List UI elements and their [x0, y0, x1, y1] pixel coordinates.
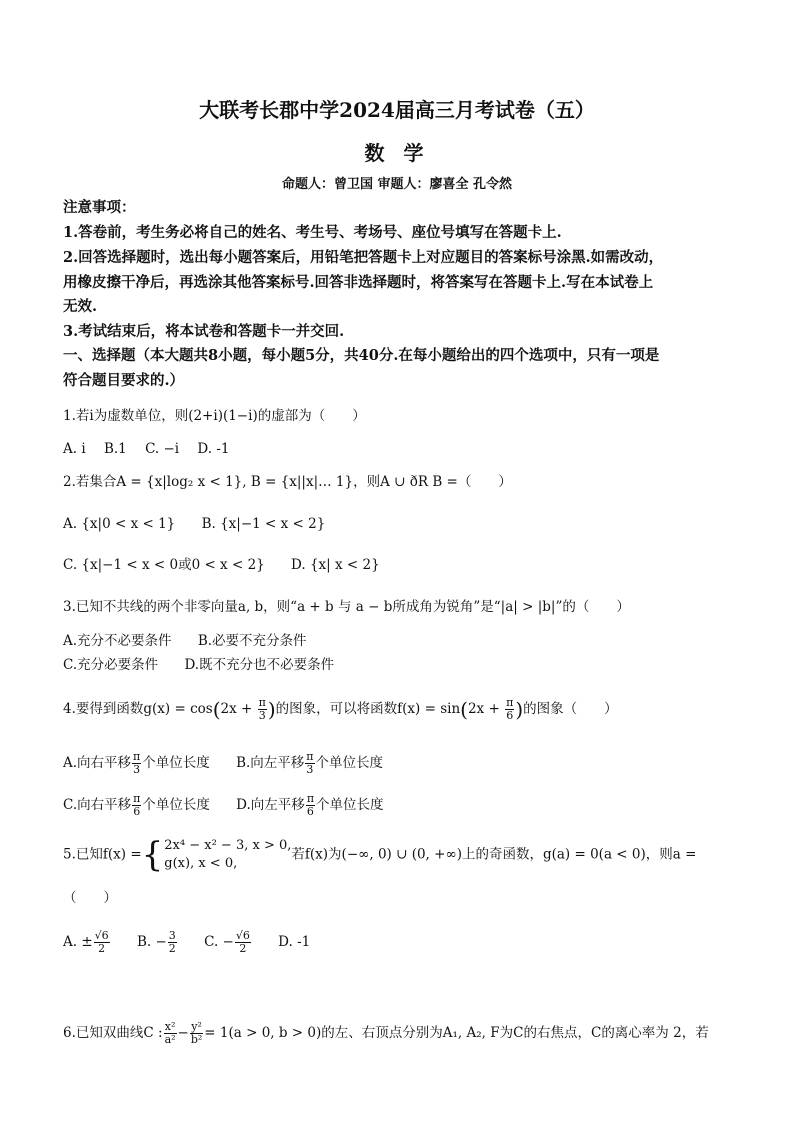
q4-option-a-fraction	[132, 751, 141, 776]
q6-eq: = 1(a > 0, b > 0)	[204, 1025, 322, 1041]
q6-stem-c: 为	[499, 1025, 514, 1041]
authors-line: 命题人：曾卫国 审题人：廖喜全 孔令然	[281, 177, 513, 192]
section-heading-line-1: 一、选择题（本大题共8小题，每小题5分，共40分.在每小题给出的四个选项中，只有一项是	[63, 347, 660, 364]
q4-g-num: π	[258, 696, 266, 709]
question-4-options-row-2	[63, 793, 384, 818]
q4-f-fraction	[505, 697, 514, 722]
q4-stem-c: 的图象（ ）	[523, 701, 618, 717]
q4-option-d-pre: D.向左平移	[236, 797, 305, 813]
q1-option-a: A. i	[63, 441, 86, 457]
q4-option-b-pre: B.向左平移	[236, 755, 305, 771]
q1-stem-b: 的虚部为（ ）	[257, 408, 366, 424]
notice-item-1: 1.答卷前，考生务必将自己的姓名、考生号、考场号、座位号填写在答题卡上.	[63, 224, 562, 241]
q4-option-d-den: 6	[306, 805, 314, 818]
q5-option-b-den: 2	[168, 942, 176, 955]
q4-stem-a: 4.要得到函数	[63, 701, 144, 717]
q4-g-prefix: g(x) = cos	[143, 701, 213, 717]
q6-minus: −	[177, 1025, 189, 1041]
q4-g-arg: 2x +	[220, 701, 257, 717]
q2-stem-b: ，则	[353, 474, 381, 490]
q5-fx: f(x)	[304, 846, 329, 863]
question-4-options-row-1	[63, 751, 383, 776]
q3-option-d: D.既不充分也不必要条件	[184, 657, 335, 673]
q3-option-a: A.充分不必要条件	[63, 633, 172, 649]
q4-option-d-fraction	[306, 793, 315, 818]
q5-cond: g(a) = 0(a < 0)	[542, 846, 646, 863]
q2-set-b: B = {x||x|… 1}	[250, 474, 354, 490]
q4-option-b-fraction	[305, 751, 314, 776]
section-heading-line-2: 符合题目要求的.）	[63, 372, 185, 389]
question-3-stem	[63, 598, 630, 616]
exam-title: 大联考长郡中学2024届高三月考试卷（五）	[199, 98, 595, 122]
q3-option-b: B.必要不充分条件	[197, 633, 307, 649]
q5-case-2: g(x), x < 0,	[164, 856, 238, 871]
q1-expr: (2+i)(1−i)	[188, 408, 258, 424]
q6-stem-a: 6.已知双曲线	[63, 1025, 144, 1041]
q1-option-b: B.1	[103, 441, 127, 457]
q2-option-b: B. {x|−1 < x < 2}	[201, 516, 326, 532]
q5-option-a-den: 2	[98, 942, 106, 955]
q3-vectors: a, b	[237, 599, 264, 615]
notice-heading: 注意事项：	[63, 199, 136, 216]
q5-stem-a: 5.已知	[63, 846, 103, 863]
question-3-options-row-2	[63, 656, 334, 674]
q4-option-d-num: π	[306, 792, 315, 805]
q5-cases	[164, 837, 291, 873]
q5-option-c-den: 2	[239, 942, 247, 955]
q2-set-a: A = {x|log₂ x < 1}	[116, 474, 243, 490]
q3-stem-c: 所成角为锐角”是“	[392, 599, 501, 615]
question-5-stem	[63, 837, 696, 873]
q6-c1: C	[513, 1025, 524, 1041]
q4-f-num: π	[506, 696, 514, 709]
notice-item-2-line-3: 无效.	[63, 298, 98, 315]
q5-option-b-pre: B. −	[136, 934, 167, 950]
q2-stem-c: （ ）	[457, 474, 512, 490]
q5-option-b-fraction	[168, 930, 177, 955]
q4-f-den: 6	[506, 709, 514, 722]
q5-option-b-num: 3	[168, 929, 176, 942]
q6-points: A₁, A₂, F	[442, 1025, 500, 1041]
q5-option-a-pre: A. ±	[63, 934, 93, 950]
q3-stem-b: ，则“	[263, 599, 298, 615]
question-5-options	[63, 930, 310, 955]
notice-item-3: 3.考试结束后，将本试卷和答题卡一并交回.	[63, 323, 345, 340]
q4-f-arg: 2x +	[467, 701, 505, 717]
q4-option-b-num: π	[306, 750, 314, 763]
q2-option-a: A. {x|0 < x < 1}	[63, 516, 176, 532]
q4-option-a-den: 3	[133, 763, 141, 776]
question-1-stem	[63, 407, 366, 425]
q2-option-c: C. {x|−1 < x < 0或0 < x < 2}	[63, 557, 265, 573]
q4-f-prefix: f(x) = sin	[397, 701, 461, 717]
q1-stem-a: 1.若i为虚数单位，则	[63, 408, 189, 424]
question-2-options-row-1	[63, 515, 325, 533]
q5-case-1: 2x⁴ − x² − 3, x > 0,	[164, 838, 292, 853]
q5-option-a-fraction	[94, 930, 110, 955]
q6-stem-d: 的右焦点，	[523, 1025, 591, 1041]
q4-g-den: 3	[258, 709, 266, 722]
q6-fraction-x	[164, 1021, 177, 1046]
q4-option-c-pre: C.向右平移	[63, 797, 132, 813]
q4-option-c-fraction	[132, 793, 141, 818]
q5-option-a-num: √6	[94, 929, 109, 942]
q6-stem-b: 的左、右顶点分别为	[321, 1025, 443, 1041]
question-5-paren: （ ）	[63, 890, 117, 906]
q5-ask: a =	[672, 846, 697, 863]
q5-stem-d: 上的奇函数，	[461, 846, 543, 863]
q6-fraction-y	[190, 1021, 203, 1046]
q5-option-c-fraction	[235, 930, 251, 955]
q6-x2: x²	[164, 1020, 176, 1033]
question-2-options-row-2	[63, 556, 380, 574]
q4-option-d-suffix: 个单位长度	[316, 797, 384, 813]
q3-option-c: C.充分必要条件	[63, 657, 159, 673]
q4-option-c-suffix: 个单位长度	[142, 797, 210, 813]
q3-expr-2: |a| > |b|	[500, 599, 556, 615]
q1-option-c: C. −i	[145, 441, 180, 457]
q2-sep: ,	[242, 474, 251, 490]
q3-expr-1: a + b 与 a − b	[297, 599, 393, 615]
q3-stem-a: 3.已知不共线的两个非零向量	[63, 599, 238, 615]
q5-brace: {	[141, 835, 164, 875]
q4-option-b-suffix: 个单位长度	[315, 755, 384, 771]
q5-f-prefix: f(x) =	[102, 846, 142, 863]
q6-c-label: C :	[143, 1025, 163, 1041]
q1-option-d: D. -1	[197, 441, 230, 457]
q4-option-a-num: π	[133, 750, 141, 763]
q2-expr: A ∪ ðR B =	[380, 474, 458, 490]
q6-b2: b²	[190, 1033, 203, 1046]
notice-item-2-line-1: 2.回答选择题时，选出每小题答案后，用铅笔把答题卡上对应题目的答案标号涂黑.如需改动，	[63, 249, 664, 266]
q5-option-d: D. -1	[278, 934, 311, 950]
subject-title: 数 学	[364, 141, 430, 165]
question-4-stem: 4.要得到函数g(x) = cos(2x + $\frac{\pi}{3}$ )的图象，可以将函数f(x) = sin(2x + $\frac{\pi}{6}$ )的图象（ ）	[63, 696, 618, 722]
q4-option-c-num: π	[133, 792, 141, 805]
q5-option-c-pre: C. −	[204, 934, 234, 950]
q5-option-c-num: √6	[235, 929, 250, 942]
q6-c2: C	[590, 1025, 602, 1041]
q3-stem-d: ”的（ ）	[555, 599, 630, 615]
q4-option-c-den: 6	[133, 805, 141, 818]
q5-domain: (−∞, 0) ∪ (0, +∞)	[341, 846, 462, 863]
q4-option-a-pre: A.向右平移	[63, 755, 132, 771]
q6-stem-e: 的离心率为 2，若	[601, 1025, 709, 1041]
q2-option-d: D. {x| x < 2}	[291, 557, 380, 573]
question-1-options	[63, 440, 230, 458]
q2-stem-a: 2.若集合	[63, 474, 117, 490]
q5-stem-c: 为	[328, 846, 342, 863]
q5-stem-e: ，则	[645, 846, 673, 863]
q4-g-fraction	[258, 697, 267, 722]
q6-a2: a²	[164, 1033, 176, 1046]
question-2-stem	[63, 473, 512, 491]
q4-option-a-suffix: 个单位长度	[142, 755, 210, 771]
question-6-stem	[63, 1021, 709, 1046]
question-3-options-row-1	[63, 632, 307, 650]
q4-stem-b: 的图象，可以将函数	[275, 701, 398, 717]
q5-stem-b: 若	[291, 846, 305, 863]
notice-item-2-line-2: 用橡皮擦干净后，再选涂其他答案标号.回答非选择题时，将答案写在答题卡上.写在本试卷上	[63, 274, 654, 291]
q4-option-b-den: 3	[306, 763, 314, 776]
q6-y2: y²	[191, 1020, 202, 1033]
